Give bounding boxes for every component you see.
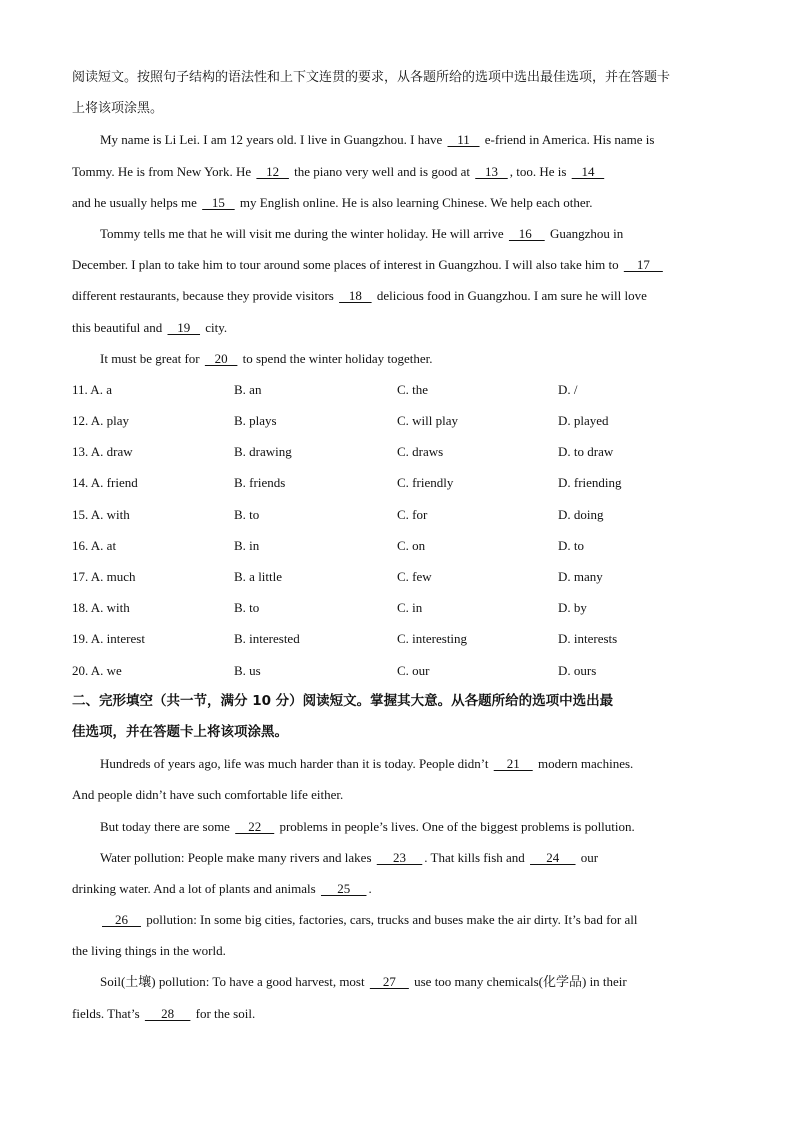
option-c: C. draws (397, 444, 444, 460)
text: fields. That’s (72, 1005, 143, 1021)
blank-25: 25 (320, 880, 367, 896)
section2-heading-line1: 二、完形填空（共一节，满分 10 分）阅读短文。掌握其大意。从各题所给的选项中选出最 (72, 692, 614, 709)
text: pollution: In some big cities, factories, cars, trucks and buses make the air dirty. It’s bad for all (143, 912, 638, 928)
option-row-12 (72, 405, 722, 436)
blank-11: 11 (447, 132, 480, 148)
option-d: D. ours (558, 662, 597, 678)
text: city. (202, 319, 228, 335)
passage1-para2-line4 (72, 312, 722, 343)
option-b: B. an (234, 381, 262, 397)
option-row-17 (72, 561, 722, 592)
passage1-para1-line1 (72, 124, 722, 155)
text: our (577, 849, 599, 865)
option-b: B. to (234, 506, 260, 522)
text: , too. He is (509, 163, 570, 179)
passage2-para4-line2: the living things in the world. (72, 943, 226, 959)
option-a: 19. A. interest (72, 631, 145, 647)
text: December. I plan to take him to tour around some places of interest in Guangzhou. I will also take him to (72, 257, 622, 273)
text: the piano very well and is good at (290, 163, 474, 179)
option-d: D. interests (558, 631, 618, 647)
blank-28: 28 (144, 1005, 191, 1021)
passage1-para2-line1 (72, 218, 722, 249)
text: drinking water. And a lot of plants and animals (72, 880, 319, 896)
passage1-para2-line2 (72, 249, 722, 280)
option-b: B. interested (234, 631, 300, 647)
option-c: C. our (397, 662, 430, 678)
passage1-para1-line3 (72, 187, 722, 218)
text: Hundreds of years ago, life was much harder than it is today. People didn’t (100, 756, 492, 772)
passage2-para1-line2: And people didn’t have such comfortable life either. (72, 787, 344, 803)
text: my English online. He is also learning Chinese. We help each other. (236, 194, 593, 210)
option-d: D. doing (558, 506, 604, 522)
text: Soil(土壤) pollution: To have a good harvest, most (100, 974, 368, 990)
blank-13: 13 (475, 163, 508, 179)
option-c: C. interesting (397, 631, 468, 647)
blank-26: 26 (102, 912, 141, 928)
blank-22: 22 (235, 818, 275, 834)
text: this beautiful and (72, 319, 166, 335)
text: But today there are some (100, 818, 234, 834)
option-row-15 (72, 499, 722, 530)
option-row-16 (72, 530, 722, 561)
passage2-para3-line2 (72, 873, 722, 904)
option-d: D. to (558, 537, 584, 553)
option-b: B. friends (234, 475, 286, 491)
option-c: C. will play (397, 413, 459, 429)
option-b: B. us (234, 662, 261, 678)
blank-20: 20 (204, 350, 238, 366)
passage2-para5-line2 (72, 998, 722, 1029)
option-d: D. played (558, 413, 609, 429)
passage2-para1-line1 (72, 748, 722, 779)
option-a: 15. A. with (72, 506, 130, 522)
text: and he usually helps me (72, 194, 201, 210)
text: Guangzhou in (546, 225, 624, 241)
option-c: C. the (397, 381, 429, 397)
blank-23: 23 (376, 849, 423, 865)
option-a: 14. A. friend (72, 475, 138, 491)
option-row-18 (72, 592, 722, 623)
option-b: B. plays (234, 413, 277, 429)
blank-17: 17 (623, 257, 663, 273)
text: . That kills fish and (424, 849, 529, 865)
passage2-para4-line1 (72, 904, 722, 935)
option-d: D. many (558, 569, 603, 584)
passage1-para1-line2 (72, 156, 722, 187)
option-b: B. drawing (234, 444, 292, 460)
text: delicious food in Guangzhou. I am sure he will love (373, 288, 647, 304)
option-a: 11. A. a (72, 381, 112, 397)
section2-heading-line2: 佳选项，并在答题卡上将该项涂黑。 (72, 723, 288, 740)
option-a: 12. A. play (72, 413, 130, 429)
text: It must be great for (100, 350, 203, 366)
blank-21: 21 (493, 756, 533, 772)
section1-instruction-line1: 阅读短文。按照句子结构的语法性和上下文连贯的要求，从各题所给的选项中选出最佳选项，并在答题卡 (72, 70, 671, 85)
text: Tommy tells me that he will visit me during the winter holiday. He will arrive (100, 225, 507, 241)
option-row-11 (72, 374, 722, 405)
option-c: C. for (397, 506, 428, 522)
option-c: C. in (397, 600, 423, 616)
passage2-para5-line1 (72, 966, 722, 997)
section1-instruction-line2: 上将该项涂黑。 (72, 101, 164, 117)
blank-15: 15 (202, 194, 235, 210)
option-row-20 (72, 655, 722, 686)
blank-14: 14 (571, 163, 605, 179)
option-a: 16. A. at (72, 537, 117, 553)
text: Water pollution: People make many rivers and lakes (100, 849, 375, 865)
option-b: B. a little (234, 569, 283, 584)
option-d: D. by (558, 600, 587, 616)
text: to spend the winter holiday together. (239, 350, 433, 366)
text: different restaurants, because they provide visitors (72, 288, 338, 304)
option-d: D. / (558, 381, 578, 397)
option-row-13 (72, 436, 722, 467)
passage1-para2-line3 (72, 280, 722, 311)
option-a: 20. A. we (72, 662, 122, 678)
option-b: B. to (234, 600, 260, 616)
option-a: 18. A. with (72, 600, 130, 616)
text: . (368, 880, 372, 896)
blank-24: 24 (530, 849, 576, 865)
option-d: D. friending (558, 475, 622, 491)
text: modern machines. (534, 756, 634, 772)
text: Tommy. He is from New York. He (72, 163, 255, 179)
option-d: D. to draw (558, 444, 614, 460)
text: use too many chemicals(化学品) in their (410, 974, 627, 990)
text: e-friend in America. His name is (481, 132, 655, 148)
option-a: 13. A. draw (72, 444, 133, 460)
text: problems in people’s lives. One of the biggest problems is pollution. (276, 818, 635, 834)
passage2-para3-line1 (72, 842, 722, 873)
option-c: C. few (397, 569, 432, 584)
option-row-14 (72, 467, 722, 498)
blank-18: 18 (339, 288, 372, 304)
options-list (72, 374, 722, 686)
blank-16: 16 (508, 225, 545, 241)
blank-12: 12 (256, 163, 289, 179)
passage2-para2-line1 (72, 811, 722, 842)
option-a: 17. A. much (72, 569, 136, 584)
blank-27: 27 (369, 974, 409, 990)
option-c: C. on (397, 537, 426, 553)
option-row-19 (72, 623, 722, 654)
exam-page (72, 62, 722, 1029)
blank-19: 19 (167, 319, 201, 335)
option-c: C. friendly (397, 475, 454, 491)
passage1-para3-line1 (72, 343, 722, 374)
text: for the soil. (192, 1005, 256, 1021)
option-b: B. in (234, 537, 260, 553)
text: My name is Li Lei. I am 12 years old. I live in Guangzhou. I have (100, 132, 446, 148)
